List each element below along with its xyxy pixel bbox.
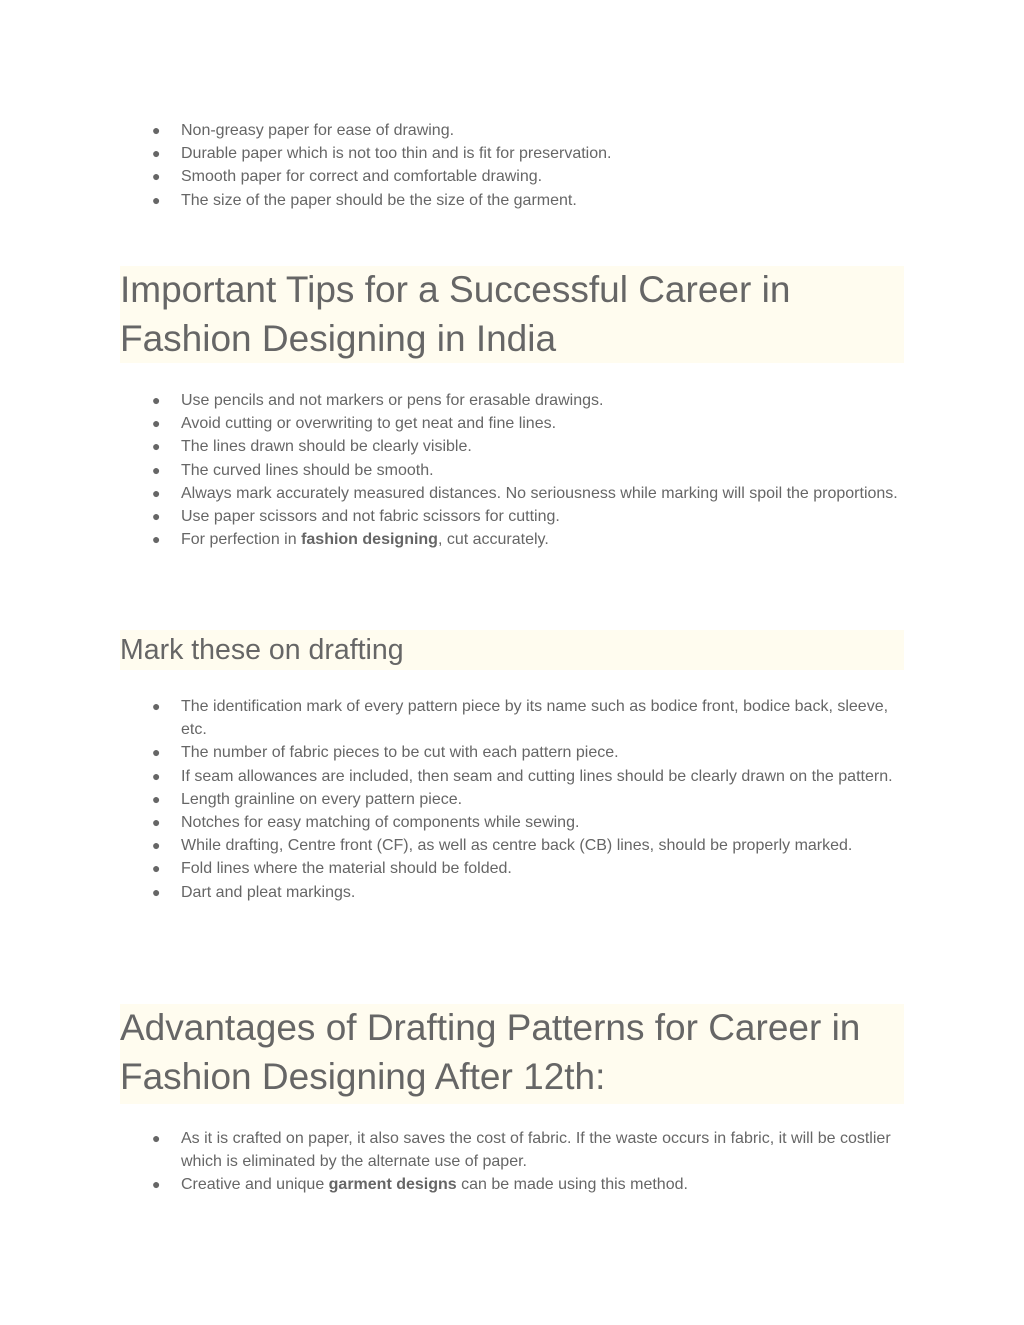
bullet-icon: ● [152, 837, 161, 854]
list-item [120, 119, 611, 142]
list-item [120, 741, 904, 764]
list-item-text: Dart and pleat markings. [181, 883, 356, 901]
bullet-icon: ● [152, 168, 161, 185]
list-item [120, 165, 611, 188]
list-item-text: Use pencils and not markers or pens for erasable drawings. [181, 392, 604, 409]
bullet-icon: ● [152, 484, 161, 501]
list-item-text: Always mark accurately measured distances. No seriousness while marking will spoil the proportions. [181, 484, 898, 502]
paper-requirements-list [120, 119, 611, 212]
bullet-icon: ● [152, 698, 161, 714]
bullet-icon: ● [152, 767, 161, 784]
list-item-text-before: Creative and unique [181, 1176, 329, 1194]
list-item-text: The curved lines should be smooth. [181, 461, 434, 479]
section-heading-advantages [120, 1004, 904, 1104]
list-item-text: Durable paper which is not too thin and is fit for preservation. [181, 145, 612, 163]
bullet-icon: ● [152, 744, 161, 761]
bullet-icon: ● [152, 191, 161, 208]
list-item-text: Fold lines where the material should be folded. [181, 860, 512, 878]
heading-text: Advantages of Drafting Patterns for Career in Fashion Designing After 12th: [120, 1007, 861, 1097]
list-item-text: Notches for easy matching of components while sewing. [181, 814, 580, 832]
drafting-marks-list [120, 695, 904, 904]
bullet-icon: ● [152, 145, 161, 162]
list-item [120, 142, 611, 165]
list-item-text: Smooth paper for correct and comfortable drawing. [181, 168, 543, 186]
bold-link-text: fashion designing [301, 531, 438, 549]
section-heading-drafting-marks [120, 630, 904, 670]
heading-text: Important Tips for a Successful Career in Fashion Designing in India [120, 269, 791, 359]
list-item [120, 528, 898, 551]
list-item-text: Avoid cutting or overwriting to get neat and fine lines. [181, 415, 557, 433]
bullet-icon: ● [152, 531, 161, 548]
bullet-icon: ● [152, 814, 161, 831]
list-item-text: While drafting, Centre front (CF), as well as centre back (CB) lines, should be properly marked. [181, 837, 853, 855]
list-item [120, 881, 904, 904]
bullet-icon: ● [152, 415, 161, 432]
list-item [120, 857, 904, 880]
list-item [120, 505, 898, 528]
list-item-text: The size of the paper should be the size of the garment. [181, 191, 577, 209]
list-item-text: As it is crafted on paper, it also saves the cost of fabric. If the waste occurs in fabric, it will be costlier which is eliminated by the alternate use of paper. [181, 1130, 891, 1171]
list-item [120, 788, 904, 811]
list-item-text-before: For perfection in [181, 531, 302, 549]
list-item [120, 389, 898, 412]
bold-link-text: garment designs [328, 1176, 457, 1194]
list-item [120, 459, 898, 482]
list-item-text: If seam allowances are included, then seam and cutting lines should be clearly drawn on the pattern. [181, 767, 893, 785]
list-item [120, 695, 904, 741]
bullet-icon: ● [152, 392, 161, 408]
list-item-text: The lines drawn should be clearly visible. [181, 438, 472, 456]
bullet-icon: ● [152, 883, 161, 900]
list-item [120, 435, 898, 458]
list-item [120, 412, 898, 435]
list-item-text: Use paper scissors and not fabric scissors for cutting. [181, 508, 560, 526]
bullet-icon: ● [152, 438, 161, 455]
list-item [120, 765, 904, 788]
advantages-list [120, 1127, 904, 1197]
bullet-icon: ● [152, 1176, 161, 1193]
list-item-text: The number of fabric pieces to be cut with each pattern piece. [181, 744, 619, 762]
list-item [120, 1127, 904, 1173]
bullet-icon: ● [152, 461, 161, 478]
list-item [120, 189, 611, 212]
bullet-icon: ● [152, 508, 161, 525]
bullet-icon: ● [152, 1130, 161, 1146]
bullet-icon: ● [152, 790, 161, 807]
list-item [120, 1173, 904, 1196]
list-item-text: Non-greasy paper for ease of drawing. [181, 122, 455, 139]
list-item-text: Length grainline on every pattern piece. [181, 790, 463, 808]
list-item [120, 482, 898, 505]
heading-text: Mark these on drafting [120, 634, 404, 666]
list-item-text-after: can be made using this method. [456, 1176, 688, 1194]
bullet-icon: ● [152, 860, 161, 877]
tips-list [120, 389, 898, 551]
list-item-text: The identification mark of every pattern piece by its name such as bodice front, bodice back, sleeve, etc. [181, 698, 889, 739]
section-heading-tips [120, 266, 904, 363]
bullet-icon: ● [152, 122, 161, 138]
list-item [120, 834, 904, 857]
list-item [120, 811, 904, 834]
list-item-text-after: , cut accurately. [437, 531, 549, 549]
